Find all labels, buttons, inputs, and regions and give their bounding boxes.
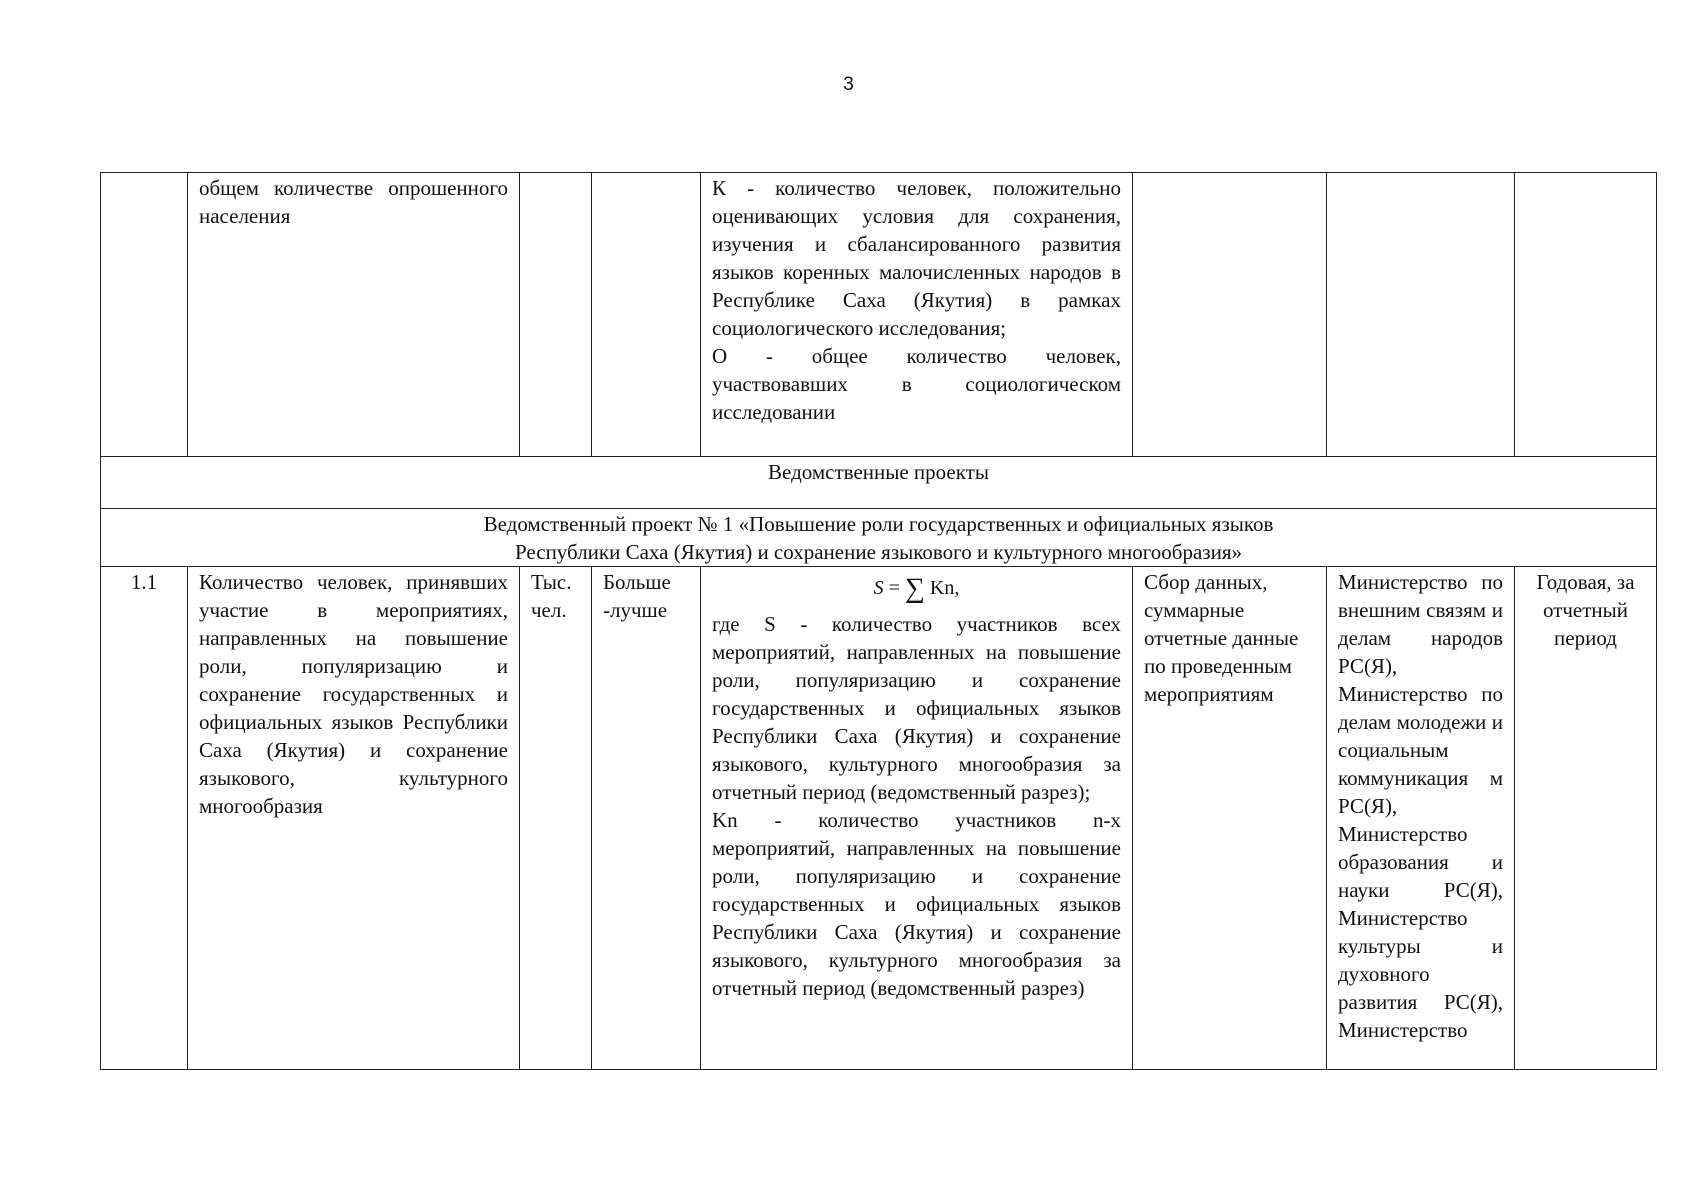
- indicator-name: Количество человек, принявших участие в мероприятиях, направленных на повышение роли, популяризацию и сохранение государственных и официальных языков Республики Саха (Якутия) и сохранение языкового, культурного многообразия: [188, 567, 520, 1070]
- definition-cell: [701, 173, 1133, 457]
- page-number: 3: [843, 74, 854, 95]
- data-source: Сбор данных, суммарные отчетные данные по проведенным мероприятиям: [1133, 567, 1327, 1070]
- formula-term: Kn: [929, 577, 955, 599]
- unit: Тыс. чел.: [520, 567, 592, 1070]
- sum-formula: [712, 568, 1121, 610]
- section-title: Ведомственные проекты: [101, 457, 1657, 509]
- source-cell: [1133, 173, 1327, 457]
- section-row: [101, 457, 1657, 509]
- formula-tail: ,: [954, 577, 960, 599]
- formula-lhs: S: [873, 577, 884, 599]
- project-title: [101, 509, 1657, 567]
- indicator-text: общем количестве опрошенного населения: [199, 176, 508, 228]
- project-title-line-2: Республики Саха (Якутия) и сохранение языкового и культурного многообразия»: [515, 540, 1242, 564]
- definition-k: К - количество человек, положительно оценивающих условия для сохранения, изучения и сбалансированного развития языков коренных малочисленных народов в Республике Саха (Якутия) в рамках социологического исследования;: [712, 176, 1121, 340]
- responsible: Министерство по внешним связям и делам народов РС(Я), Министерство по делам молодежи и социальным коммуникация м РС(Я), Министерство образования и науки РС(Я), Министерство культуры и духовного развития РС(Я), Министерство: [1327, 567, 1515, 1070]
- indicators-table: [100, 172, 1657, 1070]
- method-cell: [701, 567, 1133, 1070]
- indicator-cell: [188, 173, 520, 457]
- definition-kn: Kn - количество участников n-х мероприятий, направленных на повышение роли, популяризацию и сохранение государственных и официальных языков Республики Саха (Якутия) и сохранение языкового, культурного многообразия за отчетный период (ведомственный разрез): [712, 808, 1121, 1000]
- direction: Больше -лучше: [592, 567, 701, 1070]
- periodicity-cell: [1515, 173, 1657, 457]
- definition-o: О - общее количество человек, участвовавших в социологическом исследовании: [712, 344, 1121, 424]
- indicator-row-1-1: [101, 567, 1657, 1070]
- continued-row: [101, 173, 1657, 457]
- sigma-icon: ∑: [904, 573, 925, 604]
- number-cell: [101, 173, 188, 457]
- periodicity: Годовая, за отчетный период: [1515, 567, 1657, 1070]
- direction-cell: [592, 173, 701, 457]
- project-title-line-1: Ведомственный проект № 1 «Повышение роли государственных и официальных языков: [483, 512, 1274, 536]
- row-number: 1.1: [101, 567, 188, 1070]
- definition-s: где S - количество участников всех мероприятий, направленных на повышение роли, популяризацию и сохранение государственных и официальных языков Республики Саха (Якутия) и сохранение языкового, культурного многообразия за отчетный период (ведомственный разрез);: [712, 612, 1121, 804]
- formula-equals: =: [888, 577, 900, 599]
- unit-cell: [520, 173, 592, 457]
- responsible-cell: [1327, 173, 1515, 457]
- project-row: [101, 509, 1657, 567]
